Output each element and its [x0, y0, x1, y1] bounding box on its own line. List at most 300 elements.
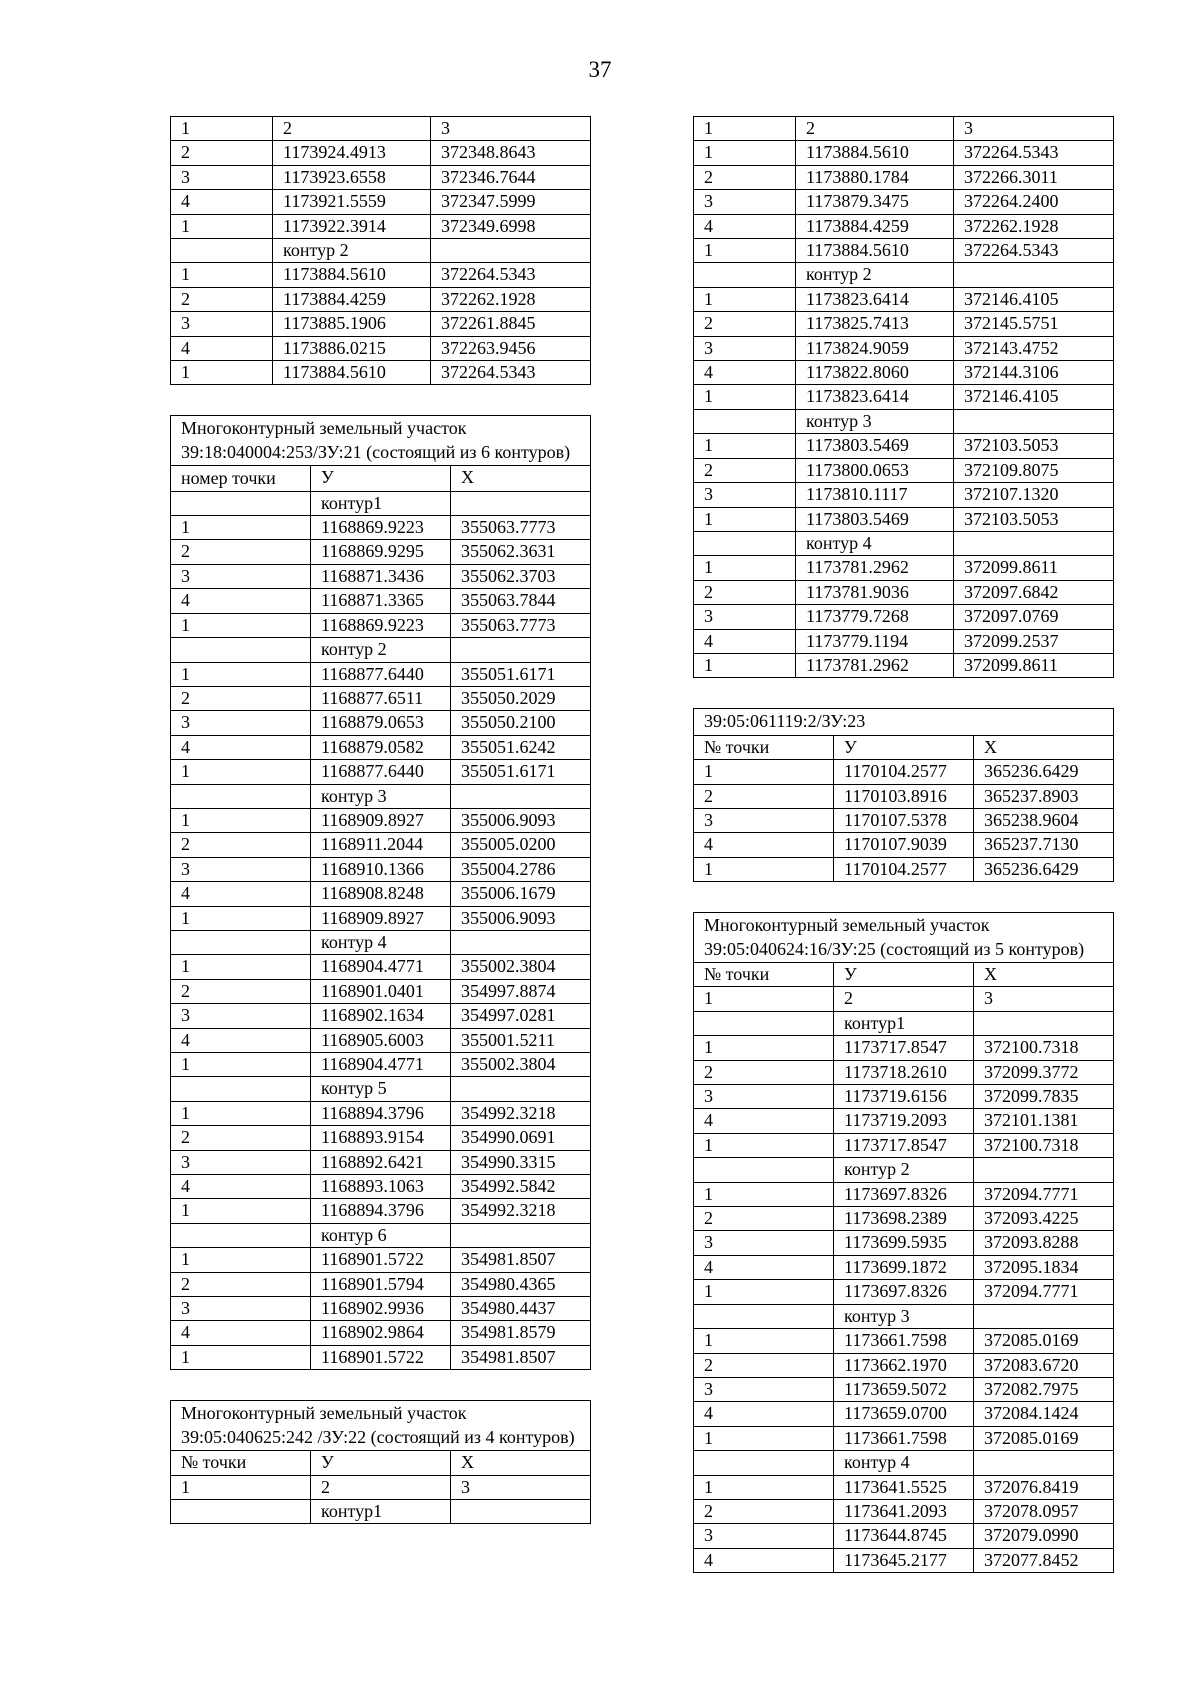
table-row	[694, 1133, 1114, 1157]
point-number-cell: 1	[694, 1280, 834, 1304]
x-coordinate-cell: 372077.8452	[974, 1548, 1114, 1572]
y-coordinate-cell: контур 5	[311, 1077, 451, 1101]
table-row	[694, 458, 1114, 482]
y-coordinate-cell: 1168902.1634	[311, 1004, 451, 1028]
x-coordinate-cell: 372144.3106	[954, 361, 1114, 385]
table-row	[694, 629, 1114, 653]
y-coordinate-cell: 1168893.1063	[311, 1175, 451, 1199]
point-number-cell: 1	[694, 653, 796, 677]
point-number-cell: 3	[171, 1004, 311, 1028]
y-coordinate-cell: контур 3	[834, 1304, 974, 1328]
table-row	[694, 808, 1114, 832]
point-number-cell: 1	[171, 955, 311, 979]
point-number-cell	[694, 409, 796, 433]
coordinate-table	[170, 415, 591, 1370]
point-number-cell: 1	[694, 1426, 834, 1450]
x-coordinate-cell: 3	[974, 987, 1114, 1011]
point-number-cell	[694, 1451, 834, 1475]
point-number-cell: 1	[694, 287, 796, 311]
x-coordinate-cell	[451, 1223, 591, 1247]
point-number-cell: 1	[171, 1053, 311, 1077]
x-coordinate-cell: 354980.4437	[451, 1297, 591, 1321]
y-coordinate-cell: 1168877.6511	[311, 686, 451, 710]
x-coordinate-cell: 365236.6429	[974, 857, 1114, 881]
table-row	[694, 190, 1114, 214]
y-coordinate-cell: 2	[834, 987, 974, 1011]
y-coordinate-cell: 1173781.9036	[796, 580, 954, 604]
x-coordinate-cell: 372103.5053	[954, 507, 1114, 531]
table-row	[694, 653, 1114, 677]
y-coordinate-cell: 1173717.8547	[834, 1133, 974, 1157]
point-number-cell: 1	[694, 556, 796, 580]
y-coordinate-cell: 1170107.5378	[834, 808, 974, 832]
x-coordinate-cell: 372097.0769	[954, 605, 1114, 629]
table-row	[171, 1101, 591, 1125]
table-row	[694, 1255, 1114, 1279]
table-row	[171, 564, 591, 588]
point-number-cell: № точки	[171, 1451, 311, 1475]
point-number-cell: 3	[171, 857, 311, 881]
y-coordinate-cell: контур 3	[311, 784, 451, 808]
point-number-cell: 2	[171, 540, 311, 564]
table-row	[694, 605, 1114, 629]
point-number-cell: 4	[694, 833, 834, 857]
table-row	[171, 1297, 591, 1321]
y-coordinate-cell: контур 2	[311, 638, 451, 662]
x-coordinate-cell: Х	[451, 1451, 591, 1475]
table-row	[171, 540, 591, 564]
point-number-cell: 3	[171, 1150, 311, 1174]
y-coordinate-cell: 1173884.4259	[796, 214, 954, 238]
point-number-cell: 1	[694, 1133, 834, 1157]
point-number-cell: 2	[171, 833, 311, 857]
x-coordinate-cell: 372100.7318	[974, 1036, 1114, 1060]
y-coordinate-cell: 1173659.0700	[834, 1402, 974, 1426]
point-number-cell: 1	[694, 760, 834, 784]
x-coordinate-cell: 372348.8643	[431, 141, 591, 165]
table-row	[171, 1248, 591, 1272]
point-number-cell: 2	[171, 1272, 311, 1296]
table-row	[694, 1231, 1114, 1255]
point-number-cell: 2	[694, 1353, 834, 1377]
x-coordinate-cell	[974, 1158, 1114, 1182]
x-coordinate-cell: 354997.8874	[451, 979, 591, 1003]
y-coordinate-cell: 1173719.6156	[834, 1085, 974, 1109]
table-row	[694, 239, 1114, 263]
x-coordinate-cell: 355063.7773	[451, 516, 591, 540]
table-row	[694, 507, 1114, 531]
y-coordinate-cell: 1168871.3365	[311, 589, 451, 613]
y-coordinate-cell: 1173803.5469	[796, 507, 954, 531]
y-coordinate-cell: 1173717.8547	[834, 1036, 974, 1060]
y-coordinate-cell: 1173885.1906	[273, 312, 431, 336]
point-number-cell: 1	[694, 434, 796, 458]
point-number-cell: 3	[694, 605, 796, 629]
y-coordinate-cell: У	[834, 735, 974, 759]
x-coordinate-cell: 372099.3772	[974, 1060, 1114, 1084]
point-number-cell: 1	[171, 613, 311, 637]
point-number-cell: 1	[694, 987, 834, 1011]
y-coordinate-cell: 1173884.5610	[796, 239, 954, 263]
point-number-cell: 1	[171, 906, 311, 930]
table-row	[171, 190, 591, 214]
point-number-cell: № точки	[694, 963, 834, 987]
x-coordinate-cell: 3	[431, 117, 591, 141]
x-coordinate-cell: 372346.7644	[431, 165, 591, 189]
point-number-cell: 3	[694, 808, 834, 832]
point-number-cell	[171, 638, 311, 662]
table-row	[694, 1207, 1114, 1231]
point-number-cell: 1	[171, 1101, 311, 1125]
table-row	[171, 857, 591, 881]
coordinate-table	[693, 116, 1114, 678]
table-row	[694, 361, 1114, 385]
y-coordinate-cell: У	[311, 1451, 451, 1475]
y-coordinate-cell: 1168905.6003	[311, 1028, 451, 1052]
x-coordinate-cell: 372097.6842	[954, 580, 1114, 604]
x-coordinate-cell: 372085.0169	[974, 1426, 1114, 1450]
x-coordinate-cell: 355006.1679	[451, 882, 591, 906]
table-row	[171, 336, 591, 360]
table-row	[694, 760, 1114, 784]
table-row	[171, 214, 591, 238]
x-coordinate-cell: 355002.3804	[451, 1053, 591, 1077]
parcel-title: Многоконтурный земельный участок 39:05:040624:16/ЗУ:25 (состоящий из 5 контуров)	[694, 913, 1114, 963]
table-row	[694, 1426, 1114, 1450]
y-coordinate-cell: 1173823.6414	[796, 385, 954, 409]
point-number-cell: 1	[171, 1345, 311, 1369]
y-coordinate-cell: 1168902.9936	[311, 1297, 451, 1321]
y-coordinate-cell: контур 2	[834, 1158, 974, 1182]
point-number-cell	[171, 930, 311, 954]
x-coordinate-cell	[451, 930, 591, 954]
y-coordinate-cell: 1173661.7598	[834, 1329, 974, 1353]
x-coordinate-cell: 355062.3703	[451, 564, 591, 588]
y-coordinate-cell: 1168909.8927	[311, 808, 451, 832]
y-coordinate-cell: 1173781.2962	[796, 653, 954, 677]
point-number-cell: 3	[171, 711, 311, 735]
table-title-row	[171, 416, 591, 466]
y-coordinate-cell: 1173884.5610	[796, 141, 954, 165]
x-coordinate-cell: 355002.3804	[451, 955, 591, 979]
x-coordinate-cell: 355004.2786	[451, 857, 591, 881]
table-row	[694, 1548, 1114, 1572]
point-number-cell: 4	[171, 589, 311, 613]
table-row	[171, 117, 591, 141]
y-coordinate-cell: 1173698.2389	[834, 1207, 974, 1231]
y-coordinate-cell: 1173779.7268	[796, 605, 954, 629]
x-coordinate-cell: 355051.6171	[451, 760, 591, 784]
y-coordinate-cell: контур 2	[273, 239, 431, 263]
table-row	[694, 1109, 1114, 1133]
x-coordinate-cell: 372082.7975	[974, 1377, 1114, 1401]
x-coordinate-cell: 372079.0990	[974, 1524, 1114, 1548]
y-coordinate-cell: 1168908.8248	[311, 882, 451, 906]
point-number-cell: 1	[694, 1475, 834, 1499]
table-row	[694, 263, 1114, 287]
table-row	[171, 662, 591, 686]
x-coordinate-cell: 372093.8288	[974, 1231, 1114, 1255]
point-number-cell	[171, 1223, 311, 1247]
y-coordinate-cell: 1168901.5794	[311, 1272, 451, 1296]
point-number-cell: 3	[694, 336, 796, 360]
right-column	[693, 116, 1114, 1573]
y-coordinate-cell: 1173662.1970	[834, 1353, 974, 1377]
coordinate-table	[170, 1400, 591, 1524]
y-coordinate-cell: 1173699.1872	[834, 1255, 974, 1279]
y-coordinate-cell: 1173879.3475	[796, 190, 954, 214]
table-gap	[693, 882, 1114, 912]
y-coordinate-cell: 1168894.3796	[311, 1101, 451, 1125]
x-coordinate-cell: 355005.0200	[451, 833, 591, 857]
table-row	[694, 1011, 1114, 1035]
point-number-cell: 1	[171, 1475, 311, 1499]
x-coordinate-cell: 354981.8507	[451, 1248, 591, 1272]
coordinate-table	[693, 912, 1114, 1573]
point-number-cell: 3	[694, 483, 796, 507]
x-coordinate-cell: 354997.0281	[451, 1004, 591, 1028]
y-coordinate-cell: 1168909.8927	[311, 906, 451, 930]
y-coordinate-cell: 1168877.6440	[311, 662, 451, 686]
y-coordinate-cell: контур 2	[796, 263, 954, 287]
y-coordinate-cell: 1168869.9223	[311, 516, 451, 540]
table-row	[694, 117, 1114, 141]
y-coordinate-cell: 2	[311, 1475, 451, 1499]
y-coordinate-cell: контур1	[311, 491, 451, 515]
table-row	[171, 1175, 591, 1199]
table-row	[171, 930, 591, 954]
point-number-cell: 1	[694, 1036, 834, 1060]
x-coordinate-cell: 355006.9093	[451, 906, 591, 930]
x-coordinate-cell: 355050.2100	[451, 711, 591, 735]
x-coordinate-cell: 354981.8579	[451, 1321, 591, 1345]
table-row	[694, 857, 1114, 881]
point-number-cell	[694, 263, 796, 287]
x-coordinate-cell: 355062.3631	[451, 540, 591, 564]
x-coordinate-cell: 372261.8845	[431, 312, 591, 336]
y-coordinate-cell: 1173823.6414	[796, 287, 954, 311]
y-coordinate-cell: 1173825.7413	[796, 312, 954, 336]
table-row	[171, 906, 591, 930]
y-coordinate-cell: 1170103.8916	[834, 784, 974, 808]
y-coordinate-cell: 1173644.8745	[834, 1524, 974, 1548]
x-coordinate-cell: 372264.2400	[954, 190, 1114, 214]
x-coordinate-cell: 355050.2029	[451, 686, 591, 710]
table-row	[171, 1004, 591, 1028]
point-number-cell	[171, 1499, 311, 1523]
x-coordinate-cell: 372143.4752	[954, 336, 1114, 360]
y-coordinate-cell: 1168869.9223	[311, 613, 451, 637]
y-coordinate-cell: 1173719.2093	[834, 1109, 974, 1133]
point-number-cell: 3	[694, 1377, 834, 1401]
x-coordinate-cell	[974, 1304, 1114, 1328]
y-coordinate-cell: 1173884.5610	[273, 263, 431, 287]
x-coordinate-cell: 372264.5343	[431, 263, 591, 287]
x-coordinate-cell: 355063.7773	[451, 613, 591, 637]
table-row	[694, 214, 1114, 238]
y-coordinate-cell: контур 6	[311, 1223, 451, 1247]
x-coordinate-cell: 3	[451, 1475, 591, 1499]
parcel-title: Многоконтурный земельный участок 39:05:040625:242 /ЗУ:22 (состоящий из 4 контуров)	[171, 1401, 591, 1451]
y-coordinate-cell: У	[834, 963, 974, 987]
table-row	[171, 1028, 591, 1052]
table-row	[171, 1499, 591, 1523]
table-row	[171, 686, 591, 710]
x-coordinate-cell: 372266.3011	[954, 165, 1114, 189]
point-number-cell: № точки	[694, 735, 834, 759]
y-coordinate-cell: контур 4	[311, 930, 451, 954]
point-number-cell	[694, 1011, 834, 1035]
x-coordinate-cell	[954, 409, 1114, 433]
x-coordinate-cell: 354981.8507	[451, 1345, 591, 1369]
table-row	[694, 735, 1114, 759]
table-row	[171, 1272, 591, 1296]
y-coordinate-cell: 1173822.8060	[796, 361, 954, 385]
x-coordinate-cell: 372109.8075	[954, 458, 1114, 482]
point-number-cell: 2	[694, 165, 796, 189]
table-row	[171, 784, 591, 808]
table-row	[694, 580, 1114, 604]
table-row	[694, 1060, 1114, 1084]
table-row	[694, 1499, 1114, 1523]
table-title-row	[171, 1401, 591, 1451]
table-gap	[693, 678, 1114, 708]
x-coordinate-cell: Х	[974, 963, 1114, 987]
y-coordinate-cell: 1168893.9154	[311, 1126, 451, 1150]
point-number-cell: 2	[694, 312, 796, 336]
point-number-cell: 4	[171, 735, 311, 759]
coordinate-table	[693, 708, 1114, 882]
x-coordinate-cell: 372146.4105	[954, 287, 1114, 311]
y-coordinate-cell: контур 4	[834, 1451, 974, 1475]
x-coordinate-cell: 372099.8611	[954, 556, 1114, 580]
x-coordinate-cell: 372094.7771	[974, 1182, 1114, 1206]
x-coordinate-cell: 372103.5053	[954, 434, 1114, 458]
y-coordinate-cell: 1168869.9295	[311, 540, 451, 564]
table-row	[694, 784, 1114, 808]
point-number-cell: 1	[171, 516, 311, 540]
y-coordinate-cell: 1173921.5559	[273, 190, 431, 214]
point-number-cell: 1	[171, 361, 273, 385]
y-coordinate-cell: 1173922.3914	[273, 214, 431, 238]
x-coordinate-cell: 354990.3315	[451, 1150, 591, 1174]
y-coordinate-cell: 1168904.4771	[311, 955, 451, 979]
y-coordinate-cell: 1170104.2577	[834, 760, 974, 784]
y-coordinate-cell: 1168911.2044	[311, 833, 451, 857]
point-number-cell: 2	[694, 458, 796, 482]
y-coordinate-cell: 1173697.8326	[834, 1182, 974, 1206]
x-coordinate-cell: 355001.5211	[451, 1028, 591, 1052]
point-number-cell: 1	[694, 117, 796, 141]
table-gap	[170, 1370, 591, 1400]
table-row	[171, 735, 591, 759]
table-row	[171, 1475, 591, 1499]
y-coordinate-cell: 1173718.2610	[834, 1060, 974, 1084]
point-number-cell: 1	[171, 117, 273, 141]
table-row	[171, 239, 591, 263]
table-row	[171, 833, 591, 857]
point-number-cell: 1	[171, 808, 311, 832]
table-row	[171, 1053, 591, 1077]
x-coordinate-cell	[954, 531, 1114, 555]
point-number-cell	[171, 491, 311, 515]
point-number-cell: 2	[171, 141, 273, 165]
y-coordinate-cell: 1168901.5722	[311, 1345, 451, 1369]
point-number-cell	[171, 1077, 311, 1101]
table-title-row	[694, 913, 1114, 963]
table-row	[171, 711, 591, 735]
x-coordinate-cell	[954, 263, 1114, 287]
parcel-title: Многоконтурный земельный участок 39:18:040004:253/ЗУ:21 (состоящий из 6 контуров)	[171, 416, 591, 466]
point-number-cell: 2	[694, 1499, 834, 1523]
point-number-cell: 1	[694, 507, 796, 531]
y-coordinate-cell: 2	[273, 117, 431, 141]
y-coordinate-cell: 1168877.6440	[311, 760, 451, 784]
y-coordinate-cell: контур1	[834, 1011, 974, 1035]
x-coordinate-cell: 365237.8903	[974, 784, 1114, 808]
table-row	[694, 833, 1114, 857]
y-coordinate-cell: 1173661.7598	[834, 1426, 974, 1450]
table-row	[171, 491, 591, 515]
y-coordinate-cell: 1173880.1784	[796, 165, 954, 189]
x-coordinate-cell	[451, 1499, 591, 1523]
table-row	[694, 165, 1114, 189]
table-row	[694, 1280, 1114, 1304]
x-coordinate-cell: 372347.5999	[431, 190, 591, 214]
table-row	[171, 613, 591, 637]
table-row	[694, 312, 1114, 336]
x-coordinate-cell: 372095.1834	[974, 1255, 1114, 1279]
x-coordinate-cell: 372264.5343	[431, 361, 591, 385]
point-number-cell: 1	[694, 857, 834, 881]
y-coordinate-cell: 1173779.1194	[796, 629, 954, 653]
x-coordinate-cell: 372146.4105	[954, 385, 1114, 409]
y-coordinate-cell: контур 3	[796, 409, 954, 433]
table-row	[171, 165, 591, 189]
y-coordinate-cell: 1168879.0582	[311, 735, 451, 759]
table-row	[171, 516, 591, 540]
point-number-cell: 3	[171, 1297, 311, 1321]
table-row	[171, 1345, 591, 1369]
y-coordinate-cell: 1173641.2093	[834, 1499, 974, 1523]
y-coordinate-cell: У	[311, 466, 451, 491]
point-number-cell: 4	[694, 1255, 834, 1279]
point-number-cell: 1	[171, 1199, 311, 1223]
coordinate-table	[170, 116, 591, 385]
point-number-cell: 1	[694, 1329, 834, 1353]
y-coordinate-cell: 1168901.0401	[311, 979, 451, 1003]
x-coordinate-cell: 355006.9093	[451, 808, 591, 832]
table-row	[694, 1524, 1114, 1548]
point-number-cell: 1	[171, 760, 311, 784]
table-row	[694, 1158, 1114, 1182]
y-coordinate-cell: 1168902.9864	[311, 1321, 451, 1345]
table-title-row	[694, 709, 1114, 735]
x-coordinate-cell: 372099.8611	[954, 653, 1114, 677]
page-number: 37	[588, 57, 612, 82]
y-coordinate-cell: 1168892.6421	[311, 1150, 451, 1174]
table-row	[171, 1150, 591, 1174]
point-number-cell: 2	[694, 784, 834, 808]
x-coordinate-cell: 355051.6242	[451, 735, 591, 759]
y-coordinate-cell: 1170107.9039	[834, 833, 974, 857]
y-coordinate-cell: 1173659.5072	[834, 1377, 974, 1401]
point-number-cell: 2	[171, 686, 311, 710]
x-coordinate-cell	[974, 1011, 1114, 1035]
table-row	[694, 287, 1114, 311]
x-coordinate-cell: 354992.3218	[451, 1199, 591, 1223]
y-coordinate-cell: 2	[796, 117, 954, 141]
